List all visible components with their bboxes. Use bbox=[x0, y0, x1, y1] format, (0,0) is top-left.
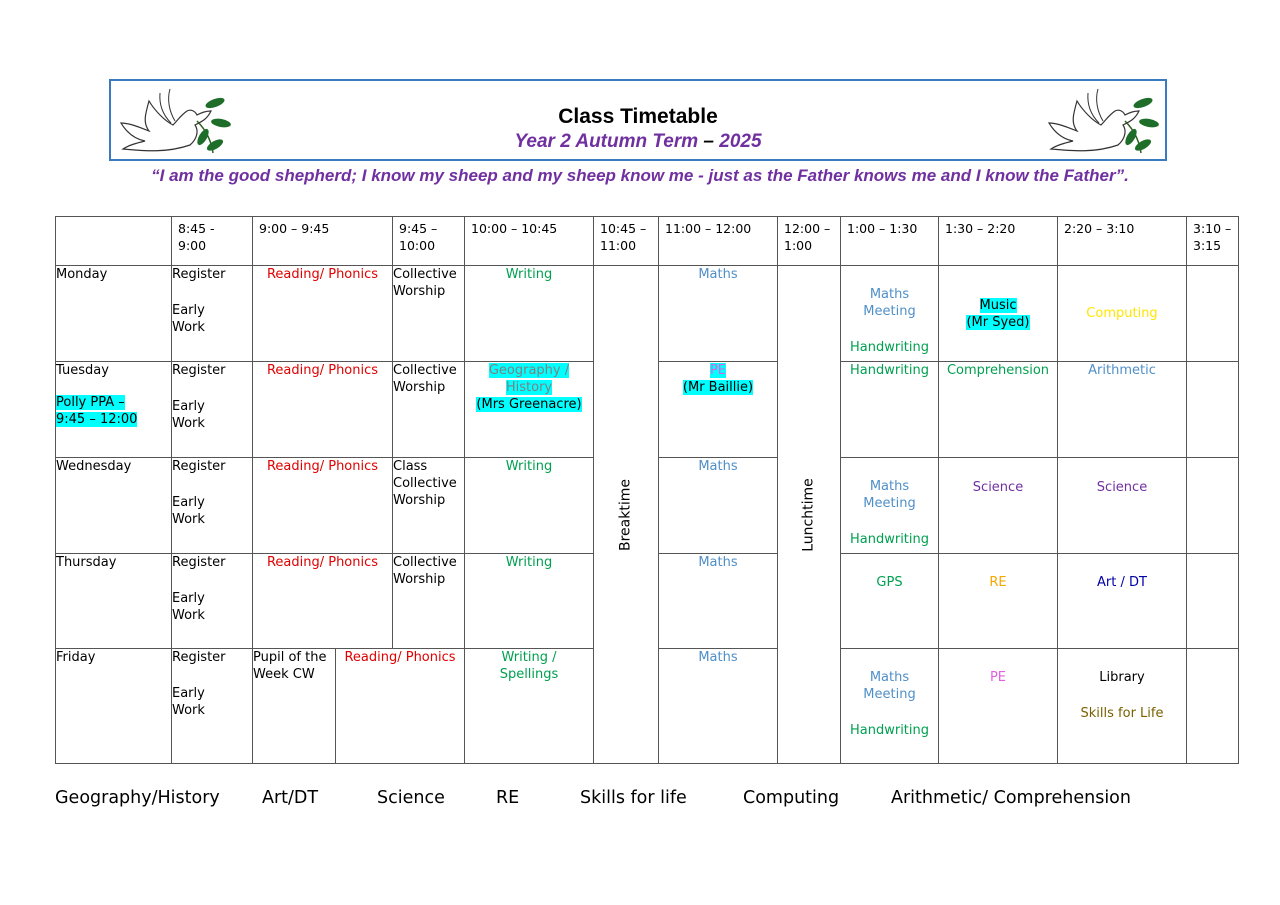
reading-phonics-cell: Reading/ Phonics bbox=[253, 362, 393, 458]
maths-cell: Maths bbox=[659, 458, 778, 554]
legend-item: Geography/History bbox=[55, 788, 220, 808]
day-label-cell: Tuesday Polly PPA – 9:45 – 12:00 bbox=[56, 362, 172, 458]
time-header: 1:30 – 2:20 bbox=[939, 217, 1058, 266]
time-header: 2:20 – 3:10 bbox=[1058, 217, 1187, 266]
legend-item: Science bbox=[377, 788, 445, 808]
gps-cell: GPS bbox=[841, 554, 939, 649]
term-subtitle: Year 2 Autumn Term – 2025 bbox=[514, 131, 762, 152]
time-header: 9:00 – 9:45 bbox=[253, 217, 393, 266]
music-cell: Music (Mr Syed) bbox=[939, 266, 1058, 362]
writing-cell: Writing bbox=[465, 266, 594, 362]
maths-meeting-cell: Maths Meeting Handwriting bbox=[841, 266, 939, 362]
register-cell: Register Early Work bbox=[172, 554, 253, 649]
header-banner bbox=[109, 79, 1167, 161]
re-cell: RE bbox=[939, 554, 1058, 649]
maths-cell: Maths bbox=[659, 554, 778, 649]
legend-item: Art/DT bbox=[262, 788, 319, 808]
day-label: Friday bbox=[56, 649, 172, 764]
page-title: Class Timetable bbox=[558, 105, 718, 128]
time-header: 11:00 – 12:00 bbox=[659, 217, 778, 266]
computing-cell: Computing bbox=[1058, 266, 1187, 362]
arithmetic-cell: Arithmetic bbox=[1058, 362, 1187, 458]
time-header: 10:45 – 11:00 bbox=[594, 217, 659, 266]
pe-cell: PE bbox=[939, 649, 1058, 764]
empty-cell bbox=[1187, 554, 1239, 649]
ppa-note: 9:45 – 12:00 bbox=[56, 412, 138, 427]
pupil-of-the-week-cell: Pupil of the Week CW bbox=[253, 649, 336, 764]
legend-item: Arithmetic/ Comprehension bbox=[891, 788, 1131, 808]
breaktime-column: Breaktime bbox=[594, 266, 659, 764]
reading-phonics-cell: Reading/ Phonics bbox=[336, 649, 465, 764]
day-label: Monday bbox=[56, 266, 172, 362]
subject-legend bbox=[0, 788, 1280, 812]
timetable bbox=[55, 216, 1239, 764]
legend-item: Computing bbox=[743, 788, 840, 808]
reading-phonics-cell: Reading/ Phonics bbox=[253, 554, 393, 649]
maths-meeting-cell: Maths Meeting Handwriting bbox=[841, 458, 939, 554]
register-cell: Register Early Work bbox=[172, 649, 253, 764]
register-cell: Register Early Work bbox=[172, 362, 253, 458]
library-cell: Library Skills for Life bbox=[1058, 649, 1187, 764]
empty-cell bbox=[1187, 649, 1239, 764]
lunchtime-column: Lunchtime bbox=[778, 266, 841, 764]
time-header: 10:00 – 10:45 bbox=[465, 217, 594, 266]
reading-phonics-cell: Reading/ Phonics bbox=[253, 266, 393, 362]
collective-worship-cell: Collective Worship bbox=[393, 266, 465, 362]
maths-cell: Maths bbox=[659, 649, 778, 764]
time-header: 3:10 – 3:15 bbox=[1187, 217, 1239, 266]
empty-cell bbox=[1187, 266, 1239, 362]
register-cell: Register Early Work bbox=[172, 458, 253, 554]
day-label: Wednesday bbox=[56, 458, 172, 554]
pe-cell: PE (Mr Baillie) bbox=[659, 362, 778, 458]
time-header-row bbox=[56, 217, 1239, 266]
empty-cell bbox=[1187, 458, 1239, 554]
reading-phonics-cell: Reading/ Phonics bbox=[253, 458, 393, 554]
collective-worship-cell: Collective Worship bbox=[393, 362, 465, 458]
time-header: 1:00 – 1:30 bbox=[841, 217, 939, 266]
day-label: Thursday bbox=[56, 554, 172, 649]
geography-history-cell: Geography / History (Mrs Greenacre) bbox=[465, 362, 594, 458]
legend-item: RE bbox=[496, 788, 520, 808]
register-cell: Register Early Work bbox=[172, 266, 253, 362]
writing-cell: Writing bbox=[465, 458, 594, 554]
time-header: 8:45 - 9:00 bbox=[172, 217, 253, 266]
comprehension-cell: Comprehension bbox=[939, 362, 1058, 458]
collective-worship-cell: Collective Worship bbox=[393, 554, 465, 649]
dove-icon bbox=[1043, 81, 1161, 161]
science-cell: Science bbox=[1058, 458, 1187, 554]
writing-cell: Writing bbox=[465, 554, 594, 649]
time-header: 9:45 – 10:00 bbox=[393, 217, 465, 266]
empty-cell bbox=[1187, 362, 1239, 458]
writing-spellings-cell: Writing / Spellings bbox=[465, 649, 594, 764]
handwriting-cell: Handwriting bbox=[841, 362, 939, 458]
legend-item: Skills for life bbox=[580, 788, 687, 808]
scripture-quote: “I am the good shepherd; I know my sheep and my sheep know me - just as the Father knows me and I know the Father”. bbox=[151, 166, 1129, 185]
day-row-monday bbox=[56, 266, 1239, 362]
time-header: 12:00 – 1:00 bbox=[778, 217, 841, 266]
art-dt-cell: Art / DT bbox=[1058, 554, 1187, 649]
maths-cell: Maths bbox=[659, 266, 778, 362]
ppa-note: Polly PPA – bbox=[56, 395, 125, 410]
science-cell: Science bbox=[939, 458, 1058, 554]
class-collective-worship-cell: Class Collective Worship bbox=[393, 458, 465, 554]
corner-cell bbox=[56, 217, 172, 266]
maths-meeting-cell: Maths Meeting Handwriting bbox=[841, 649, 939, 764]
